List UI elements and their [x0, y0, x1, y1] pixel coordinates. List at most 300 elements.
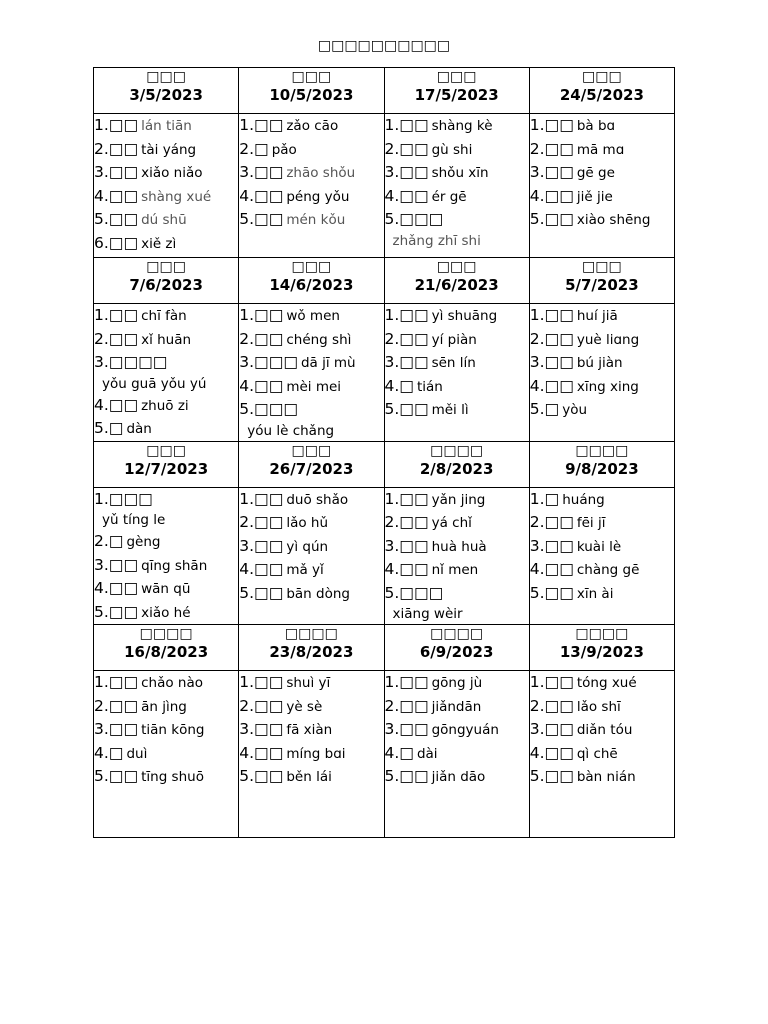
- week-date: 3/5/2023: [129, 86, 203, 104]
- vocab-pinyin: kuài lè: [576, 538, 622, 555]
- vocab-characters: □□: [108, 579, 139, 597]
- word-list-cell: [239, 304, 384, 442]
- vocab-item: [530, 558, 674, 582]
- vocab-item: [239, 765, 383, 789]
- vocab-number: 4.: [94, 579, 109, 597]
- vocab-item: [385, 138, 529, 162]
- vocab-number: 5.: [94, 602, 109, 621]
- vocab-item: [530, 511, 674, 535]
- vocab-number: 2.: [239, 139, 255, 158]
- week-date: 17/5/2023: [414, 86, 499, 104]
- page-title: □□□□□□□□□□: [317, 38, 451, 54]
- vocab-item: [239, 511, 383, 535]
- vocab-item: [94, 394, 238, 418]
- vocab-characters: □□□□: [108, 353, 168, 371]
- vocab-pinyin: diǎn tóu: [576, 722, 633, 738]
- vocab-characters: □□: [544, 353, 574, 371]
- vocab-item: [94, 601, 238, 625]
- vocab-pinyin: wǒ men: [286, 308, 340, 324]
- vocab-item: [239, 114, 383, 138]
- vocab-pinyin: yè sè: [286, 698, 323, 715]
- vocab-number: 3.: [384, 353, 400, 371]
- vocab-pinyin: lán tiān: [141, 118, 192, 134]
- vocab-item: [239, 375, 383, 399]
- vocab-item: [530, 375, 674, 399]
- week-header-row: [94, 258, 675, 304]
- vocab-pinyin: péng yǒu: [286, 188, 350, 205]
- week-label: □□□: [436, 69, 477, 85]
- vocab-item: [385, 765, 529, 789]
- vocab-pinyin: tīng shuō: [141, 769, 204, 785]
- vocab-characters: □□: [108, 233, 139, 252]
- vocab-pinyin: ér gē: [431, 188, 467, 205]
- vocab-item: [385, 161, 529, 185]
- word-list-cell: [239, 671, 384, 838]
- vocab-item: [385, 742, 529, 766]
- vocab-pinyin: měi lì: [431, 402, 469, 418]
- vocab-pinyin: yǎn jing: [431, 491, 486, 508]
- vocab-number: 1.: [529, 489, 545, 508]
- vocab-item: [530, 114, 674, 138]
- vocab-pinyin: gèng: [126, 534, 161, 550]
- week-date: 12/7/2023: [124, 459, 209, 478]
- week-header-cell: [239, 441, 384, 487]
- vocab-number: 4.: [94, 395, 109, 414]
- vocab-pinyin: wān qū: [141, 581, 191, 597]
- vocab-number: 5.: [529, 210, 545, 228]
- vocab-item: [530, 695, 674, 719]
- vocab-item: [385, 328, 529, 352]
- vocab-number: 4.: [94, 186, 109, 205]
- vocab-number: 5.: [384, 400, 400, 418]
- vocab-item: [94, 577, 238, 601]
- week-date: 7/6/2023: [129, 276, 203, 294]
- vocab-pinyin: dài: [416, 745, 438, 762]
- vocab-pinyin: tóng xué: [576, 675, 637, 691]
- vocab-characters: □□: [399, 186, 429, 205]
- vocab-item: [385, 535, 529, 559]
- vocab-characters: □: [108, 419, 124, 437]
- vocab-pinyin: gōngyuán: [431, 722, 499, 738]
- vocab-item: [385, 351, 529, 375]
- vocab-characters: □□: [399, 400, 429, 418]
- week-date: 13/9/2023: [559, 643, 644, 661]
- vocab-item: [94, 138, 238, 162]
- vocab-number: 5.: [384, 767, 400, 785]
- vocab-characters: □□: [108, 696, 139, 715]
- vocab-characters: □□: [399, 767, 429, 785]
- week-header-cell: [384, 441, 529, 487]
- vocab-characters: □: [108, 532, 124, 550]
- vocab-pinyin: yǒu guā yǒu yú: [102, 375, 207, 392]
- vocab-characters: □□: [399, 329, 429, 348]
- week-label: □□□: [146, 69, 186, 85]
- vocab-number: 2.: [384, 329, 400, 348]
- vocab-number: 2.: [384, 696, 400, 715]
- vocab-item: [94, 185, 238, 209]
- vocab-pinyin: bān dòng: [286, 585, 350, 602]
- vocab-characters: □□: [108, 602, 139, 621]
- vocab-number: 1.: [529, 116, 545, 134]
- vocab-pinyin: jiǎn dāo: [431, 769, 486, 785]
- week-header-cell: [94, 441, 239, 487]
- vocab-characters: □□: [544, 329, 574, 348]
- vocab-item: [385, 558, 529, 582]
- vocab-item: [94, 671, 238, 695]
- vocab-pinyin: gē ge: [576, 165, 615, 181]
- vocab-number: 4.: [239, 560, 255, 578]
- vocab-number: 5.: [529, 583, 545, 602]
- word-list-row: [94, 671, 675, 838]
- week-date: 16/8/2023: [124, 643, 209, 661]
- vocab-characters: □□□: [399, 210, 444, 228]
- vocab-pinyin: xiǎo hé: [141, 604, 191, 621]
- vocab-item: [239, 582, 383, 606]
- vocab-item: [239, 304, 383, 328]
- week-date: 14/6/2023: [269, 276, 354, 294]
- vocab-pinyin: yuè liɑng: [576, 331, 640, 348]
- vocab-pinyin: fā xiàn: [286, 722, 333, 738]
- vocab-characters: □□: [108, 555, 139, 574]
- vocab-pinyin: shàng xué: [141, 188, 212, 205]
- spelling-schedule-table: [93, 67, 675, 838]
- vocab-number: 3.: [384, 720, 400, 738]
- vocab-number: 4.: [384, 560, 400, 578]
- vocab-item: [239, 208, 383, 232]
- word-list-row: [94, 304, 675, 442]
- vocab-number: 3.: [384, 163, 400, 181]
- vocab-pinyin: xiǎo niǎo: [141, 165, 203, 181]
- vocab-characters: □□: [254, 489, 284, 508]
- week-header-cell: [384, 68, 529, 114]
- vocab-number: 5.: [239, 583, 255, 602]
- vocab-pinyin: mā mɑ: [576, 141, 625, 158]
- word-list-cell: [529, 304, 674, 442]
- vocab-characters: □□: [108, 116, 139, 134]
- vocab-characters: □: [254, 139, 269, 158]
- vocab-characters: □□: [108, 163, 139, 181]
- vocab-characters: □□: [399, 353, 429, 371]
- vocab-pinyin: lǎo hǔ: [286, 515, 329, 531]
- vocab-characters: □□: [254, 306, 284, 324]
- week-label: □□□: [291, 259, 332, 275]
- vocab-item: [94, 114, 238, 138]
- vocab-characters: □□: [544, 306, 574, 324]
- vocab-characters: □□: [544, 116, 574, 134]
- week-header-cell: [94, 68, 239, 114]
- vocab-item: [530, 535, 674, 559]
- week-label: □□□: [582, 69, 622, 85]
- vocab-item: [385, 114, 529, 138]
- week-header-cell: [239, 68, 384, 114]
- vocab-item: [385, 208, 529, 231]
- vocab-item: [530, 138, 674, 162]
- vocab-characters: □□: [254, 720, 284, 738]
- vocab-pinyin: yóu lè chǎng: [247, 422, 335, 439]
- vocab-number: 2.: [529, 329, 545, 348]
- vocab-number: 1.: [239, 306, 255, 324]
- vocab-pinyin: bú jiàn: [576, 355, 623, 371]
- word-list-row: [94, 114, 675, 258]
- vocab-number: 2.: [239, 329, 255, 348]
- week-label: □□□□: [284, 626, 338, 642]
- vocab-characters: □□: [254, 186, 284, 205]
- week-label: □□□: [291, 442, 332, 459]
- vocab-number: 2.: [239, 696, 255, 715]
- vocab-number: 2.: [529, 513, 545, 531]
- week-label: □□□□: [139, 626, 193, 642]
- week-date: 2/8/2023: [419, 459, 494, 478]
- vocab-characters: □□: [399, 536, 429, 555]
- vocab-item: [94, 161, 238, 185]
- vocab-characters: □□: [544, 696, 574, 715]
- vocab-item: [530, 742, 674, 766]
- vocab-characters: □□: [108, 186, 139, 205]
- vocab-number: 4.: [94, 743, 109, 762]
- vocab-pinyin: xīng xing: [576, 378, 639, 395]
- vocab-characters: □□: [108, 673, 139, 691]
- vocab-pinyin: mǎ yǐ: [286, 562, 324, 578]
- vocab-item: [94, 351, 238, 374]
- vocab-characters: □: [544, 400, 560, 418]
- word-list-cell: [239, 487, 384, 625]
- week-header-cell: [239, 258, 384, 304]
- vocab-pinyin: yǔ tíng le: [102, 512, 166, 528]
- vocab-item: [385, 488, 529, 512]
- vocab-characters: □□: [254, 767, 284, 785]
- vocab-pinyin: xiě zì: [141, 235, 177, 252]
- vocab-characters: □□: [544, 560, 574, 578]
- vocab-number: 1.: [384, 306, 400, 324]
- vocab-pinyin: zhāo shǒu: [286, 165, 356, 181]
- vocab-number: 5.: [239, 400, 255, 418]
- vocab-pinyin: yá chǐ: [431, 515, 472, 531]
- vocab-pinyin: shàng kè: [431, 118, 493, 134]
- vocab-item: [94, 554, 238, 578]
- vocab-item: [94, 232, 238, 256]
- vocab-number: 3.: [529, 536, 545, 555]
- vocab-number: 3.: [239, 720, 255, 738]
- vocab-number: 2.: [94, 139, 109, 158]
- vocab-number: 5.: [529, 400, 545, 418]
- vocab-characters: □□: [399, 513, 429, 531]
- vocab-number: 1.: [239, 489, 255, 508]
- vocab-pinyin: gōng jù: [431, 675, 483, 691]
- vocab-characters: □□: [254, 560, 284, 578]
- vocab-item: [385, 582, 529, 605]
- vocab-item: [385, 695, 529, 719]
- vocab-number: 3.: [239, 163, 255, 181]
- vocab-characters: □□: [254, 743, 284, 762]
- word-list-cell: [94, 304, 239, 442]
- vocab-pinyin: shuì yī: [286, 675, 331, 691]
- vocab-characters: □: [108, 743, 124, 762]
- vocab-number: 4.: [239, 376, 255, 395]
- vocab-pinyin: xiào shēng: [576, 212, 651, 228]
- vocab-number: 3.: [94, 353, 109, 371]
- vocab-pinyin: tián: [416, 378, 443, 395]
- vocab-pinyin: lǎo shī: [576, 698, 621, 715]
- vocab-item: [385, 718, 529, 742]
- vocab-pinyin: dú shū: [141, 212, 187, 228]
- vocab-number: 1.: [529, 306, 545, 324]
- vocab-item: [530, 304, 674, 328]
- vocab-characters: □: [544, 489, 560, 508]
- week-header-row: [94, 625, 675, 671]
- vocab-number: 5.: [239, 767, 255, 785]
- vocab-number: 2.: [529, 139, 545, 158]
- vocab-item: [94, 328, 238, 352]
- vocab-characters: □□: [254, 163, 284, 181]
- vocab-number: 5.: [384, 210, 400, 228]
- vocab-item: [239, 695, 383, 719]
- vocab-number: 2.: [239, 513, 255, 531]
- vocab-pinyin: duō shǎo: [286, 491, 349, 508]
- word-list-cell: [529, 114, 674, 258]
- vocab-pinyin: qì chē: [576, 745, 618, 762]
- vocab-number: 1.: [384, 116, 400, 134]
- vocab-number: 3.: [529, 163, 545, 181]
- vocab-item: [239, 535, 383, 559]
- vocab-number: 4.: [529, 743, 545, 762]
- week-header-cell: [529, 258, 674, 304]
- vocab-pinyin: huà huà: [431, 538, 487, 555]
- week-date: 21/6/2023: [414, 276, 499, 294]
- week-header-row: [94, 68, 675, 114]
- vocab-pinyin: pǎo: [271, 141, 297, 158]
- vocab-item: [94, 742, 238, 766]
- vocab-pinyin: yòu: [562, 402, 588, 418]
- vocab-number: 1.: [529, 673, 545, 691]
- vocab-item: [239, 138, 383, 162]
- vocab-item: [530, 328, 674, 352]
- vocab-characters: □□: [254, 210, 284, 228]
- vocab-characters: □□: [544, 536, 574, 555]
- word-list-cell: [384, 671, 529, 838]
- vocab-characters: □□: [544, 163, 574, 181]
- vocab-characters: □□: [108, 329, 139, 348]
- vocab-item: [239, 161, 383, 185]
- vocab-pinyin: zhuō zi: [141, 397, 189, 414]
- vocab-characters: □□: [108, 306, 139, 324]
- week-label: □□□: [582, 259, 622, 275]
- vocab-item: [530, 185, 674, 209]
- word-list-cell: [384, 114, 529, 258]
- week-label: □□□□: [575, 626, 629, 642]
- vocab-characters: □□: [399, 560, 429, 578]
- word-list-cell: [384, 487, 529, 625]
- vocab-number: 2.: [94, 532, 109, 550]
- vocab-item: [94, 488, 238, 511]
- week-header-cell: [529, 441, 674, 487]
- vocab-pinyin: bàn nián: [576, 769, 636, 785]
- vocab-pinyin: tiān kōng: [141, 722, 205, 738]
- vocab-number: 4.: [239, 743, 255, 762]
- vocab-number: 1.: [94, 489, 109, 508]
- vocab-characters: □: [399, 376, 414, 395]
- vocab-characters: □□: [544, 376, 574, 395]
- week-date: 5/7/2023: [565, 276, 639, 294]
- vocab-number: 4.: [529, 186, 545, 205]
- vocab-pinyin: ān jìng: [141, 698, 187, 715]
- vocab-item: [530, 351, 674, 375]
- vocab-number: 5.: [529, 767, 545, 785]
- vocab-number: 3.: [529, 720, 545, 738]
- week-header-cell: [384, 258, 529, 304]
- vocab-pinyin: qīng shān: [141, 557, 208, 574]
- vocab-pinyin: shǒu xīn: [431, 165, 489, 181]
- vocab-number: 4.: [239, 186, 255, 205]
- vocab-item: [385, 511, 529, 535]
- week-date: 9/8/2023: [565, 459, 639, 478]
- vocab-pinyin: tài yáng: [141, 141, 197, 158]
- vocab-item: [239, 558, 383, 582]
- vocab-pinyin: chī fàn: [141, 308, 187, 324]
- week-date: 6/9/2023: [419, 643, 494, 661]
- vocab-item: [385, 304, 529, 328]
- vocab-pinyin: yì qún: [286, 538, 329, 555]
- vocab-item: [94, 417, 238, 441]
- vocab-number: 5.: [384, 583, 400, 602]
- vocab-item: [530, 671, 674, 695]
- vocab-number: 4.: [384, 186, 400, 205]
- vocab-number: 1.: [94, 306, 109, 324]
- vocab-number: 4.: [384, 743, 400, 762]
- vocab-item: [530, 398, 674, 422]
- vocab-number: 4.: [529, 376, 545, 395]
- vocab-characters: □□: [108, 395, 139, 414]
- vocab-number: 4.: [384, 376, 400, 395]
- vocab-characters: □□: [544, 720, 574, 738]
- vocab-characters: □□: [399, 163, 429, 181]
- week-label: □□□□: [575, 442, 629, 459]
- vocab-number: 1.: [384, 673, 400, 691]
- vocab-characters: □□: [399, 720, 429, 738]
- vocab-item: [530, 765, 674, 789]
- vocab-number: 1.: [94, 673, 109, 691]
- word-list-cell: [94, 487, 239, 625]
- vocab-pinyin: xiāng wèir: [392, 606, 463, 622]
- vocab-pinyin: mèi mei: [286, 378, 342, 395]
- vocab-pinyin: gù shi: [431, 141, 473, 158]
- vocab-item: [385, 671, 529, 695]
- vocab-number: 1.: [94, 116, 109, 134]
- vocab-pinyin: yì shuāng: [431, 308, 498, 324]
- vocab-characters: □□: [399, 116, 429, 134]
- word-list-cell: [529, 671, 674, 838]
- vocab-number: 1.: [239, 116, 255, 134]
- vocab-number: 3.: [94, 720, 109, 738]
- vocab-pinyin: chéng shì: [286, 331, 352, 348]
- vocab-number: 2.: [529, 696, 545, 715]
- vocab-item: [239, 671, 383, 695]
- week-header-cell: [529, 68, 674, 114]
- vocab-item: [530, 582, 674, 606]
- vocab-characters: □□: [108, 139, 139, 158]
- vocab-characters: □□: [544, 210, 574, 228]
- vocab-number: 3.: [94, 163, 109, 181]
- vocab-number: 3.: [239, 536, 255, 555]
- word-list-cell: [94, 671, 239, 838]
- vocab-characters: □□: [399, 139, 429, 158]
- week-label: □□□□: [430, 442, 484, 459]
- vocab-characters: □□: [254, 116, 284, 134]
- week-date: 26/7/2023: [269, 459, 354, 478]
- word-list-cell: [94, 114, 239, 258]
- vocab-number: 5.: [94, 767, 109, 785]
- vocab-characters: □□: [544, 743, 574, 762]
- vocab-pinyin: chàng gē: [576, 562, 640, 578]
